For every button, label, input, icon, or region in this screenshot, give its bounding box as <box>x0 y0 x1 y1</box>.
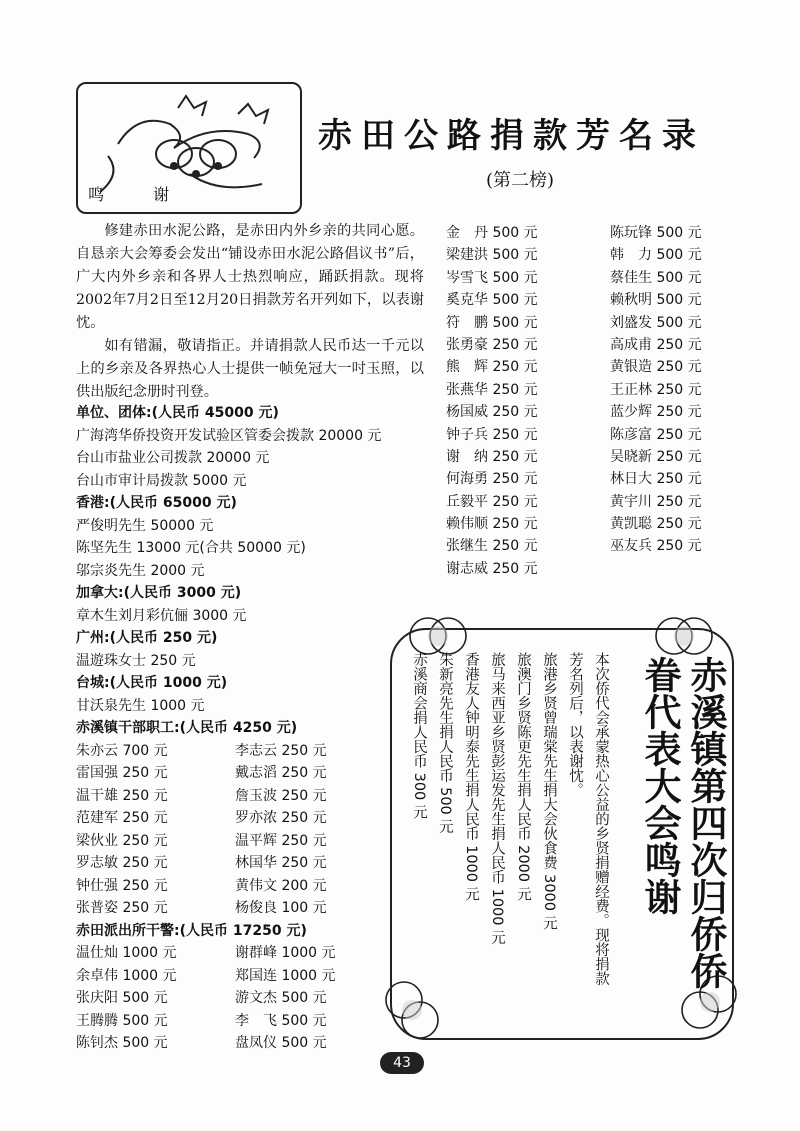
list-item: 岑雪飞 500 元 <box>446 269 538 286</box>
list-item: 广海湾华侨投资开发试验区管委会拨款 20000 元 <box>76 427 382 444</box>
list-item: 王腾腾 500 元 <box>76 1012 168 1029</box>
list-item: 蓝少辉 250 元 <box>610 404 702 421</box>
list-row <box>76 965 426 988</box>
list-item: 梁建洪 500 元 <box>446 247 538 264</box>
list-item: 台山市盐业公司拨款 20000 元 <box>76 450 270 466</box>
list-item: 吴晓新 250 元 <box>610 448 702 465</box>
list-item: 章木生刘月彩伉俪 3000 元 <box>76 607 247 624</box>
list-item: 陈玩锋 500 元 <box>610 225 702 241</box>
list-item: 梁伙业 250 元 <box>76 832 168 849</box>
group-header: 加拿大:(人民币 3000 元) <box>76 585 242 601</box>
list-item: 杨国威 250 元 <box>446 404 538 421</box>
page-title: 赤田公路捐款芳名录 <box>318 116 705 156</box>
list-item: 范建军 250 元 <box>76 810 168 826</box>
list-item: 朱亦云 700 元 <box>76 742 168 759</box>
list-item: 张继生 250 元 <box>446 538 538 555</box>
page-subtitle: (第二榜) <box>486 170 555 191</box>
ornament-label: 鸣 谢 <box>88 185 192 204</box>
list-item: 钟仕强 250 元 <box>76 877 168 894</box>
notice-intro: 本次侨代会承蒙热心公益的乡贤捐赠经费。现将捐款芳名列后，以表谢忱。 <box>567 652 609 986</box>
list-row <box>76 942 426 965</box>
list-item: 丘毅平 250 元 <box>446 493 538 510</box>
list-row <box>76 785 426 808</box>
list-item: 黄银造 250 元 <box>610 359 702 376</box>
middle-donor-list <box>446 222 606 580</box>
right-donor-list <box>610 222 730 558</box>
list-item: 台山市审计局拨款 5000 元 <box>76 472 247 489</box>
list-row <box>76 762 426 785</box>
list-item: 金 丹 500 元 <box>446 225 538 241</box>
list-item: 赖秋明 500 元 <box>610 292 702 309</box>
list-item: 陈彦富 250 元 <box>610 426 702 443</box>
list-item: 熊 辉 250 元 <box>446 359 538 376</box>
list-item: 温遊珠女士 250 元 <box>76 652 196 669</box>
list-row <box>76 875 426 898</box>
intro-paragraph-1: 修建赤田水泥公路，是赤田内外乡亲的共同心愿。自恳亲大会筹委会发出“铺设赤田水泥公路倡议书”后，广大内外乡亲和各界人士热烈响应，踊跃捐款。现将2002年7月2日至12月20日捐款芳名开列如下，以表谢忱。 <box>76 223 424 331</box>
list-item: 黄伟文 200 元 <box>235 877 327 894</box>
list-item: 谢群峰 1000 元 <box>235 945 336 961</box>
list-item: 王正林 250 元 <box>610 381 702 398</box>
list-row <box>76 807 426 830</box>
list-item: 何海勇 250 元 <box>446 471 538 488</box>
list-item: 旅澳门乡贤陈更先生捐人民币 2000 元 <box>515 652 531 902</box>
list-item: 甘沃泉先生 1000 元 <box>76 697 205 714</box>
list-item: 余卓伟 1000 元 <box>76 967 177 984</box>
list-row <box>76 987 426 1010</box>
intro-paragraph-2: 如有错漏，敬请指正。并请捐款人民币达一千元以上的乡亲及各界热心人士提供一帧免冠大一吋玉照，以供出版纪念册时刊登。 <box>76 338 424 400</box>
list-item: 张普姿 250 元 <box>76 900 168 916</box>
intro-text <box>76 220 424 404</box>
list-row <box>76 852 426 875</box>
list-item: 张勇豪 250 元 <box>446 336 538 353</box>
list-item: 旅马来西亚乡贤彭运发先生捐人民币 1000 元 <box>489 652 505 945</box>
acknowledgement-text <box>404 652 614 992</box>
list-item: 温仕灿 1000 元 <box>76 945 177 961</box>
group-header: 赤田派出所干警:(人民币 17250 元) <box>76 922 307 939</box>
group-header: 单位、团体:(人民币 45000 元) <box>76 405 279 421</box>
list-item: 罗志敏 250 元 <box>76 855 168 871</box>
list-row <box>76 740 426 763</box>
list-item: 邬宗炎先生 2000 元 <box>76 562 205 579</box>
list-item: 林日大 250 元 <box>610 471 702 488</box>
list-item: 香港友人钟明泰先生捐人民币 1000 元 <box>463 652 479 902</box>
list-item: 杨俊良 100 元 <box>235 900 327 916</box>
list-item: 陈钊杰 500 元 <box>76 1035 168 1051</box>
list-item: 韩 力 500 元 <box>610 247 702 264</box>
list-item: 温平辉 250 元 <box>235 832 327 849</box>
list-item: 刘盛发 500 元 <box>610 314 702 331</box>
list-item: 赤溪商会捐人民币 300 元 <box>411 652 427 820</box>
list-item: 赖伟顺 250 元 <box>446 516 538 533</box>
list-item: 奚克华 500 元 <box>446 292 538 309</box>
list-item: 钟子兵 250 元 <box>446 426 538 443</box>
list-item: 黄凯聪 250 元 <box>610 516 702 533</box>
list-item: 蔡佳生 500 元 <box>610 269 702 286</box>
list-row <box>76 1010 426 1033</box>
group-header: 赤溪镇干部职工:(人民币 4250 元) <box>76 720 298 736</box>
list-item: 罗亦浓 250 元 <box>235 810 327 826</box>
list-item: 陈坚先生 13000 元(合共 50000 元) <box>76 540 306 556</box>
list-item: 旅港乡贤曾瑞棠先生捐大会伙食费 3000 元 <box>541 652 557 931</box>
list-item: 李 飞 500 元 <box>235 1012 327 1029</box>
group-header: 广州:(人民币 250 元) <box>76 630 218 646</box>
list-item: 朱新亮先生捐人民币 500 元 <box>437 652 453 834</box>
group-header: 台城:(人民币 1000 元) <box>76 675 228 691</box>
list-item: 张庆阳 500 元 <box>76 990 168 1006</box>
list-item: 张燕华 250 元 <box>446 381 538 398</box>
list-item: 戴志滔 250 元 <box>235 765 327 781</box>
list-row <box>76 1032 426 1055</box>
group-header: 香港:(人民币 65000 元) <box>76 495 237 511</box>
page-number: 43 <box>380 1052 424 1074</box>
list-item: 巫友兵 250 元 <box>610 538 702 555</box>
list-item: 游文杰 500 元 <box>235 990 327 1006</box>
list-item: 严俊明先生 50000 元 <box>76 517 214 534</box>
list-item: 李志云 250 元 <box>235 742 327 759</box>
list-row <box>76 830 426 853</box>
list-item: 谢志威 250 元 <box>446 560 538 577</box>
left-donor-list <box>76 402 426 1055</box>
list-item: 雷国强 250 元 <box>76 765 168 781</box>
list-item: 谢 纳 250 元 <box>446 448 538 465</box>
list-item: 高成甫 250 元 <box>610 336 702 353</box>
acknowledgement-title: 赤溪镇第四次归侨侨眷代表大会鸣谢 <box>638 656 727 989</box>
list-item: 黄宇川 250 元 <box>610 493 702 510</box>
list-item: 詹玉波 250 元 <box>235 787 327 804</box>
list-item: 林国华 250 元 <box>235 855 327 871</box>
list-item: 符 鹏 500 元 <box>446 314 538 331</box>
list-item: 温干雄 250 元 <box>76 787 168 804</box>
list-row <box>76 897 426 920</box>
list-item: 郑国连 1000 元 <box>235 967 336 984</box>
list-item: 盘凤仪 500 元 <box>235 1035 327 1051</box>
